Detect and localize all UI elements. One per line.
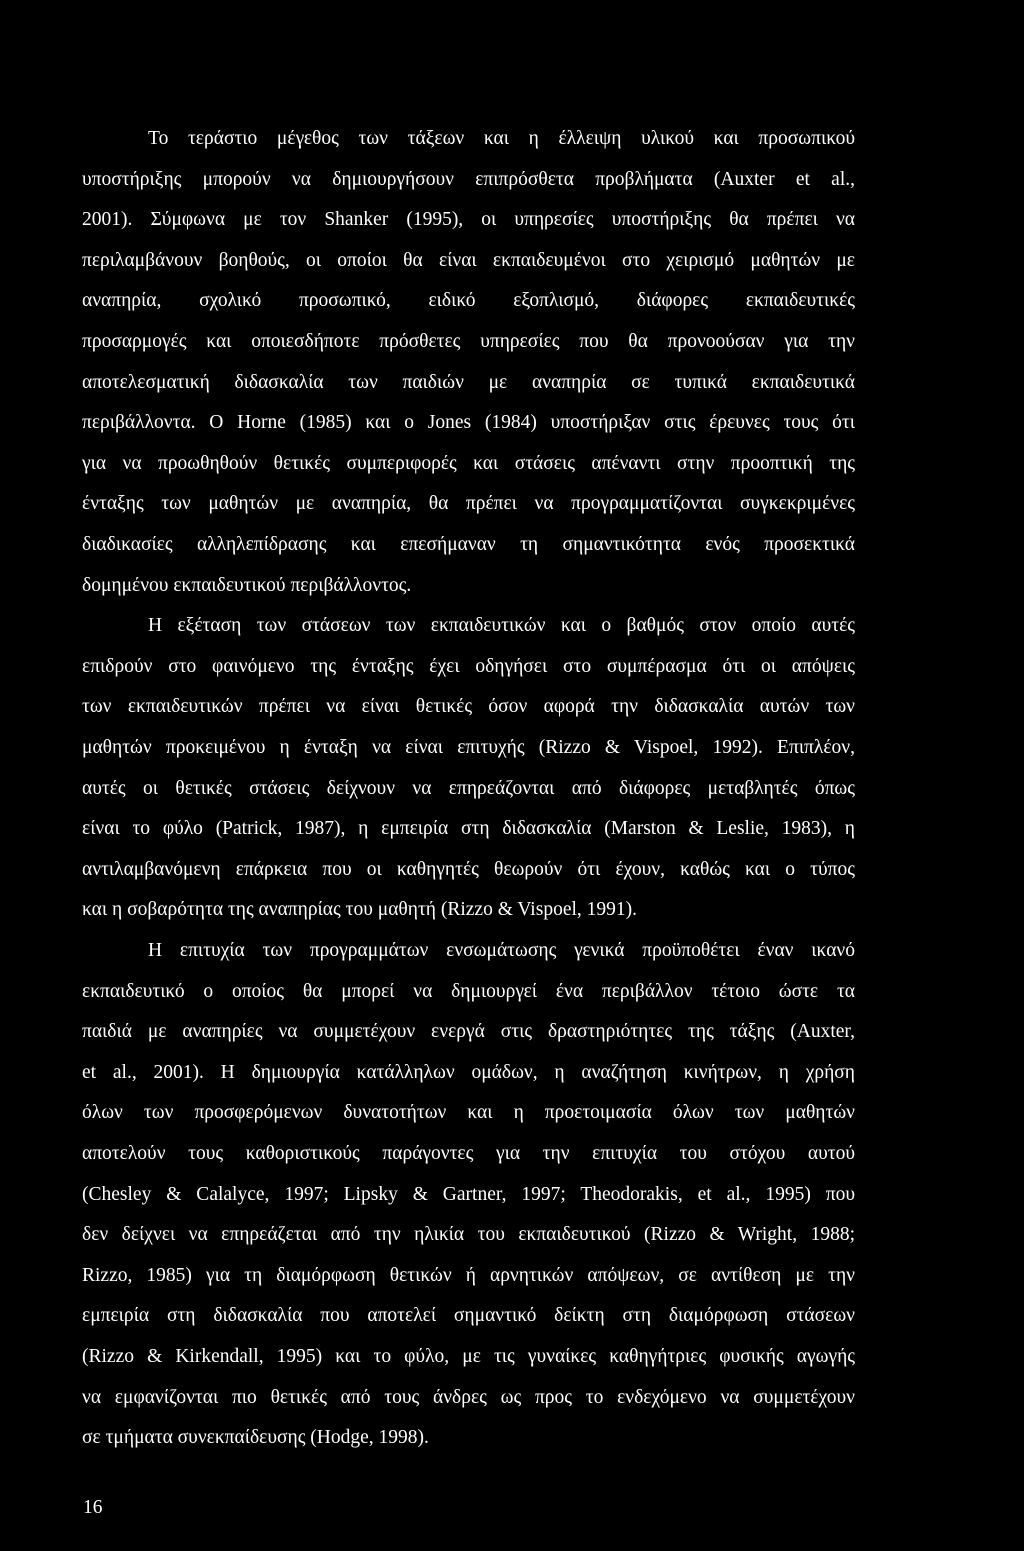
text-line: υποστήριξης μπορούν να δημιουργήσουν επιπρόσθετα προβλήματα (Auxter et al.,: [82, 168, 855, 190]
text-line: αυτές οι θετικές στάσεις δείχνουν να επηρεάζονται από διάφορες μεταβλητές όπως: [82, 777, 855, 799]
text-line: αποτελεσματική διδασκαλία των παιδιών με αναπηρία σε τυπικά εκπαιδευτικά: [82, 371, 855, 393]
text-line: είναι το φύλο (Patrick, 1987), η εμπειρία στη διδασκαλία (Marston & Leslie, 1983), η: [82, 818, 855, 840]
text-line: Η εξέταση των στάσεων των εκπαιδευτικών και ο βαθμός στον οποίο αυτές: [148, 615, 855, 637]
text-line: 2001). Σύμφωνα με τον Shanker (1995), οι υπηρεσίες υποστήριξης θα πρέπει να: [82, 209, 855, 231]
text-line: σε τμήματα συνεκπαίδευσης (Hodge, 1998).: [82, 1427, 429, 1449]
text-line: επιδρούν στο φαινόμενο της ένταξης έχει οδηγήσει στο συμπέρασμα ότι οι απόψεις: [82, 655, 855, 677]
text-line: παιδιά με αναπηρίες να συμμετέχουν ενεργά στις δραστηριότητες της τάξης (Auxter,: [82, 1021, 855, 1043]
page-number: 16: [83, 1497, 103, 1519]
text-line: εμπειρία στη διδασκαλία που αποτελεί σημαντικό δείκτη στη διαμόρφωση στάσεων: [82, 1305, 855, 1327]
text-line: δομημένου εκπαιδευτικού περιβάλλοντος.: [82, 574, 412, 596]
text-line: και η σοβαρότητα της αναπηρίας του μαθητή (Rizzo & Vispoel, 1991).: [82, 899, 638, 921]
text-line: et al., 2001). Η δημιουργία κατάλληλων ομάδων, η αναζήτηση κινήτρων, η χρήση: [82, 1061, 855, 1083]
text-line: προσαρμογές και οποιεσδήποτε πρόσθετες υπηρεσίες που θα προνοούσαν για την: [82, 331, 855, 352]
text-line: διαδικασίες αλληλεπίδρασης και επεσήμαναν τη σημαντικότητα ενός προσεκτικά: [82, 534, 855, 555]
text-line: μαθητών προκειμένου η ένταξη να είναι επιτυχής (Rizzo & Vispoel, 1992). Επιπλέον,: [82, 737, 855, 758]
text-line: Η επιτυχία των προγραμμάτων ενσωμάτωσης γενικά προϋποθέτει έναν ικανό: [148, 940, 855, 961]
text-line: (Rizzo & Kirkendall, 1995) και το φύλο, με τις γυναίκες καθηγήτριες φυσικής αγωγής: [82, 1346, 855, 1367]
text-line: δεν δείχνει να επηρεάζεται από την ηλικία του εκπαιδευτικού (Rizzo & Wright, 1988;: [82, 1224, 855, 1246]
text-line: όλων των προσφερόμενων δυνατοτήτων και η προετοιμασία όλων των μαθητών: [82, 1102, 855, 1124]
text-line: αντιλαμβανόμενη επάρκεια που οι καθηγητές θεωρούν ότι έχουν, καθώς και ο τύπος: [82, 858, 855, 880]
text-line: περιβάλλοντα. Ο Horne (1985) και ο Jones (1984) υποστήριξαν στις έρευνες τους ότι: [82, 412, 855, 434]
text-line: εκπαιδευτικό ο οποίος θα μπορεί να δημιουργεί ένα περιβάλλον τέτοιο ώστε τα: [82, 980, 855, 1002]
text-line: αναπηρία, σχολικό προσωπικό, ειδικό εξοπλισμό, διάφορες εκπαιδευτικές: [82, 290, 855, 312]
text-line: ένταξης των μαθητών με αναπηρία, θα πρέπει να προγραμματίζονται συγκεκριμένες: [82, 493, 855, 515]
text-line: για να προωθηθούν θετικές συμπεριφορές και στάσεις απέναντι στην προοπτική της: [82, 452, 855, 474]
text-line: Rizzo, 1985) για τη διαμόρφωση θετικών ή αρνητικών απόψεων, σε αντίθεση με την: [82, 1264, 855, 1286]
text-line: (Chesley & Calalyce, 1997; Lipsky & Gartner, 1997; Theodorakis, et al., 1995) που: [82, 1183, 855, 1205]
text-line: αποτελούν τους καθοριστικούς παράγοντες για την επιτυχία του στόχου αυτού: [82, 1143, 855, 1164]
text-line: να εμφανίζονται πιο θετικές από τους άνδρες ως προς το ενδεχόμενο να συμμετέχουν: [82, 1386, 855, 1408]
text-line: των εκπαιδευτικών πρέπει να είναι θετικές όσον αφορά την διδασκαλία αυτών των: [82, 696, 855, 718]
text-line: Το τεράστιο μέγεθος των τάξεων και η έλλειψη υλικού και προσωπικού: [148, 128, 855, 149]
text-line: περιλαμβάνουν βοηθούς, οι οποίοι θα είναι εκπαιδευμένοι στο χειρισμό μαθητών με: [82, 249, 855, 271]
